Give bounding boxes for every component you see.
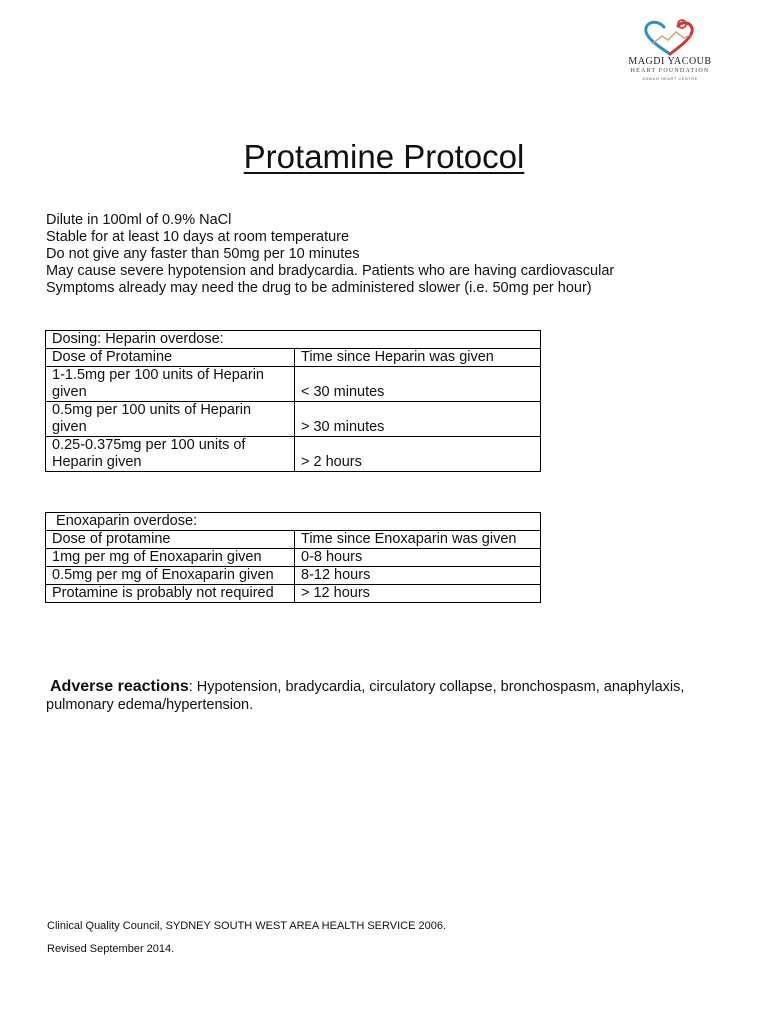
footer-source: Clinical Quality Council, SYDNEY SOUTH WEST AREA HEALTH SERVICE 2006. (47, 920, 446, 932)
time-cell: 0-8 hours (295, 549, 541, 567)
table-row (46, 567, 541, 585)
time-cell: < 30 minutes (295, 367, 541, 402)
adverse-reactions-text: : Hypotension, bradycardia, circulatory collapse, bronchospasm, anaphylaxis, pulmonary edema/hypertension. (46, 679, 685, 713)
column-header: Time since Enoxaparin was given (295, 531, 541, 549)
intro-line: Dilute in 100ml of 0.9% NaCl (46, 212, 232, 228)
page-title: Protamine Protocol (243, 138, 525, 175)
table-caption: Dosing: Heparin overdose: (46, 331, 541, 349)
table-row (46, 549, 541, 567)
logo-subtitle-2: ASWAN HEART CENTRE (642, 76, 698, 81)
logo-subtitle: HEART FOUNDATION (630, 68, 710, 74)
time-cell: 8-12 hours (295, 567, 541, 585)
table-row (46, 367, 541, 402)
column-header: Dose of protamine (46, 531, 295, 549)
intro-notes (46, 212, 614, 297)
table-row (46, 585, 541, 603)
column-header: Dose of Protamine (46, 349, 295, 367)
dose-cell: 1mg per mg of Enoxaparin given (46, 549, 295, 567)
table-row (46, 402, 541, 437)
footer-revision: Revised September 2014. (47, 943, 175, 955)
dose-cell: 1-1.5mg per 100 units of Heparin given (46, 367, 295, 402)
foundation-logo (624, 18, 716, 86)
adverse-reactions-label: Adverse reactions (50, 678, 189, 695)
intro-line: Do not give any faster than 50mg per 10 minutes (46, 246, 360, 262)
table-row (46, 437, 541, 472)
dose-cell: 0.5mg per mg of Enoxaparin given (46, 567, 295, 585)
heparin-dosing-table (45, 330, 541, 472)
intro-line: Symptoms already may need the drug to be administered slower (i.e. 50mg per hour) (46, 280, 592, 296)
intro-line: May cause severe hypotension and bradycardia. Patients who are having cardiovascular (46, 263, 615, 279)
dose-cell: 0.5mg per 100 units of Heparin given (46, 402, 295, 437)
enoxaparin-dosing-table (45, 512, 541, 603)
table-caption: Enoxaparin overdose: (46, 513, 541, 531)
dose-cell: 0.25-0.375mg per 100 units of Heparin given (46, 437, 295, 472)
intro-line: Stable for at least 10 days at room temperature (46, 229, 350, 245)
time-cell: > 12 hours (295, 585, 541, 603)
time-cell: > 30 minutes (295, 402, 541, 437)
adverse-reactions (46, 678, 706, 714)
logo-name: MAGDI YACOUB (628, 56, 712, 67)
heart-logo-icon (638, 18, 702, 58)
column-header: Time since Heparin was given (295, 349, 541, 367)
time-cell: > 2 hours (295, 437, 541, 472)
dose-cell: Protamine is probably not required (46, 585, 295, 603)
